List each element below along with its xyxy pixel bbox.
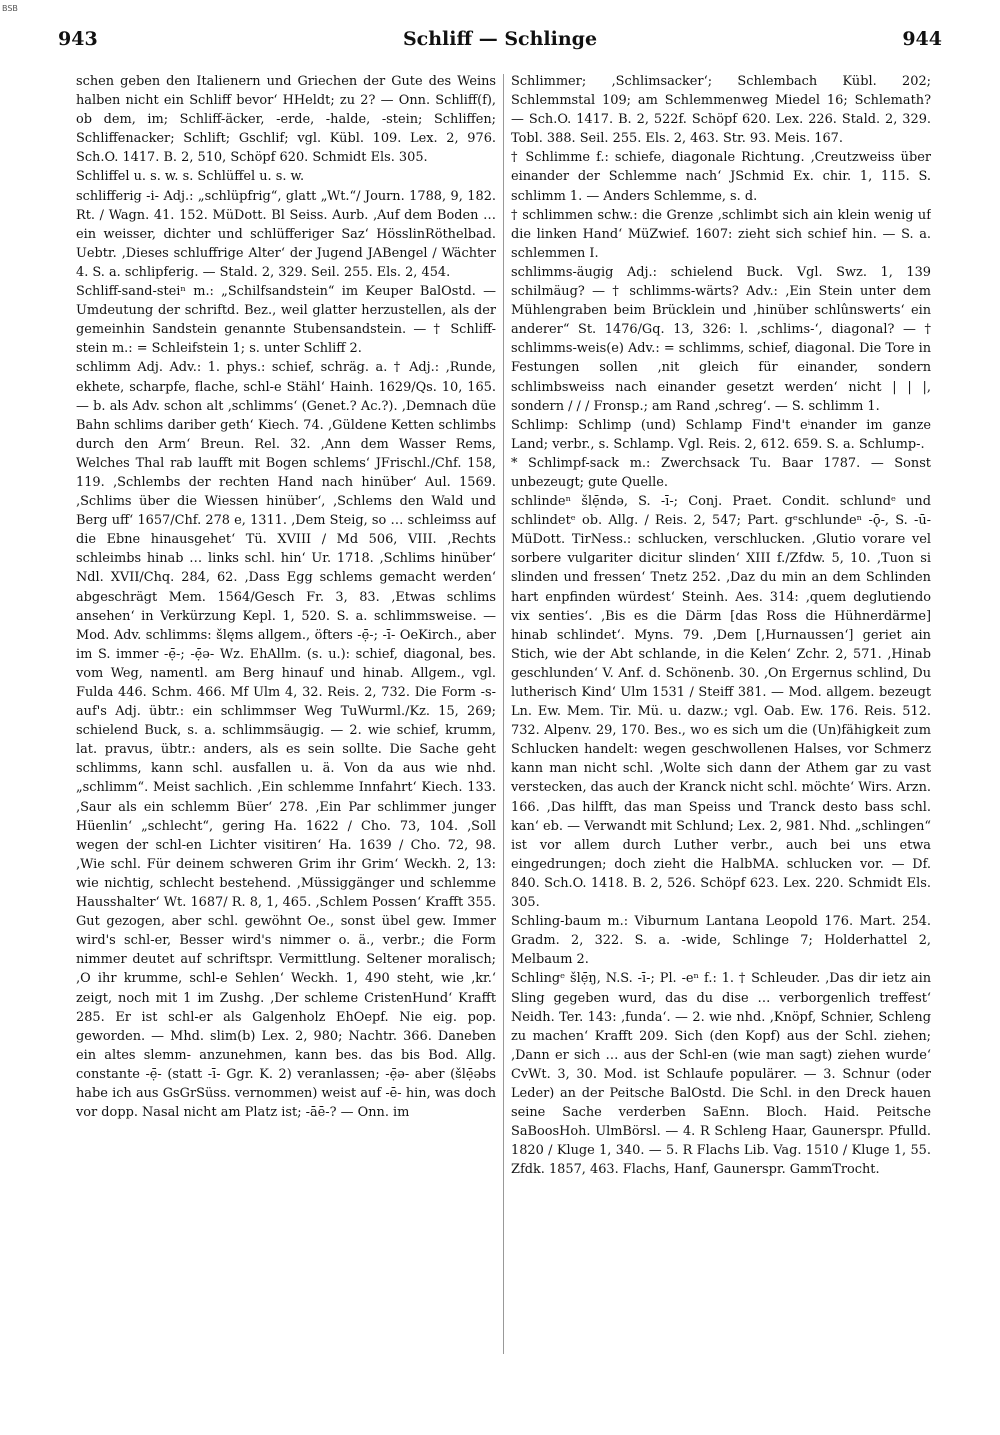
entry: Schliffel u. s. w. s. Schlüffel u. s. w.: [76, 169, 305, 185]
left-column: [76, 72, 496, 1427]
column-divider: [503, 74, 504, 1354]
entry: Schlimp: Schlimp (und) Schlamp Find't eⁱnander im ganze Land; verbr., s. Schlamp. Vgl. Reis. 2, 612. 659. S. a. Schlump-.: [511, 417, 931, 452]
entry: schlimms-äugig Adj.: schielend Buck. Vgl. Swz. 1, 139 schilmäug? — † schlimms-wärts? Adv.: ‚Ein Stein unter dem Mühlengraben beim Brücklein und ‚hinüber schlûnswerts‘ ein anderer“ St. 1476/Gq. 13, 326: l. ‚schlims-‘, diagonal? — † schlimms-weis(e) Adv.: = schlimms, schief, diagonal. Die Tore in Festungen sollen ‚nit gleich für einander, sondern schlimbsweiss nach einander gesetzt werden‘ nicht | | |, sondern / / / Fronsp.; am Rand ‚schreg‘. — S. schlimm 1.: [511, 264, 931, 414]
entry: Schlimmer; ‚Schlimsacker‘; Schlembach Kübl. 202; Schlemmstal 109; am Schlemmenweg Miedel 16; Schlemath? — Sch.O. 1417. B. 2, 522f. Schöpf 620. Lex. 226. Stald. 2, 329. Tobl. 388. Seil. 255. Els. 2, 463. Str. 93. Meis. 167.: [511, 74, 931, 147]
entry: † Schlimme f.: schiefe, diagonale Richtung. ‚Creutzweiss über einander der Schlemme nach‘ JSchmid Ex. chir. 1, 115. S. schlimm 1. — Anders Schlemme, s. d.: [511, 150, 931, 204]
entry: Schlingᵉ šlẹ̄ŋ, N.S. -ī-; Pl. -eⁿ f.: 1. † Schleuder. ‚Das dir ietz ain Sling gegeben wurd, das du dise … verborgenlich treffest‘ Neidh. Ter. 143: ‚funda‘. — 2. wie nhd. ‚Knöpf, Schnier, Schleng zu machen‘ Krafft 209. Sich (den Kopf) aus der Schl. ziehen; ‚Dann er sich … aus der Schl-en (wie man sagt) ziehen wurde‘ CvWt. 3, 30. Mod. ist Schlaufe populärer. — 3. Schnur (oder Leder) an der Peitsche BalOstd. Die Schl. in den Dreck hauen seine Sache verderben SaEnn. Bloch. Haid. Peitsche SaBoosHoh. UlmBörsl. — 4. R Schleng Haar, Gaunerspr. Pfulld. 1820 / Kluge 1, 340. — 5. R Flachs Lib. Vag. 1510 / Kluge 1, 55. Zfdk. 1857, 463. Flachs, Hanf, Gaunerspr. GammTrocht.: [511, 971, 931, 1178]
right-column: [511, 72, 931, 1427]
entry: Schliff-sand-steiⁿ m.: „Schilfsandstein“ im Keuper BalOstd. — Umdeutung der schriftd. Bez., weil glatter herzustellen, als der gemeinhin Sandstein genannte Stubensandstein. — † Schliff-stein m.: = Schleifstein 1; s. unter Schliff 2.: [76, 284, 496, 357]
entry: schen geben den Italienern und Griechen der Gute des Weins halben nicht ein Schliff bevor‘ HHeldt; zu 2? — Onn. Schliff(f), ob dem, im; Schliff-äcker, -erde, -halde, -stein; Schliffen; Schliffenacker; Schlift; Gschlif; vgl. Kübl. 109. Lex. 2, 976. Sch.O. 1417. B. 2, 510, Schöpf 620. Schmidt Els. 305.: [76, 74, 496, 166]
running-title: Schliff — Schlinge: [402, 28, 598, 50]
entry: * Schlimpf-sack m.: Zwerchsack Tu. Baar 1787. — Sonst unbezeugt; gute Quelle.: [511, 455, 931, 490]
entry: schlifferig -i- Adj.: „schlüpfrig“, glatt „Wt.“/ Journ. 1788, 9, 182. Rt. / Wagn. 41. 152. MüDott. Bl Seiss. Aurb. ‚Auf dem Boden … ein weisser, dichter und schlüfferiger Saz‘ HösslinRöthelbad. Uebtr. ‚Dieses schluffrige Alter‘ der Jugend JABengel / Wächter 4. S. a. schlipferig. — Stald. 2, 329. Seil. 255. Els. 2, 454.: [76, 188, 496, 280]
page-number-right: 944: [902, 28, 942, 50]
entry: schlimm Adj. Adv.: 1. phys.: schief, schräg. a. † Adj.: ‚Runde, ekhete, scharpfe, flache, schl-e Stähl‘ Hainh. 1629/Qs. 10, 165. — b. als Adv. schon alt ‚schlimms‘ (Genet.? Ac.?). ‚Demnach düe Bahn schlims dariber geth‘ Kiech. 74. ‚Güldene Ketten schlimbs durch den Arm‘ Breun. Rel. 32. ‚Ann dem Wasser Rems, Welches Thal rab laufft mit Bogen schlems‘ JFrischl./Chf. 158, 119. ‚Schlembs der rechten Hand nach hinüber‘ Aul. 1569. ‚Schlims über die Wiessen hinüber‘, ‚Schlems den Wald und Berg uff‘ 1657/Chf. 278 e, 1311. ‚Dem Steig, so … schleimss auf die Ebne hinausgehet‘ Tü. XVIII / Md 506, VIII. ‚Rechts schleimbs hinab … links schl. hin‘ Ur. 1718. ‚Schlims hinüber‘ Ndl. XVII/Chq. 284, 62. ‚Dass Egg schlems gemacht werden‘ abgeschrägt Mem. 1564/Gesch Fr. 3, 83. ‚Etwas schlims ansehen‘ in Verkürzung Kepl. 1, 520. S. a. schlimmsweise. — Mod. Adv. schlimms: šlęms allgem., öfters -ẹ̄-; -ī- OeKirch., aber im S. immer -ẹ̄-; -ẹ̄ə- Wz. EhAllm. (s. u.): schief, diagonal, bes. vom Weg, namentl. am Berg hinauf und hinab. Allgem., vgl. Fulda 446. Schm. 466. Mf Ulm 4, 32. Reis. 2, 732. Die Form -s- auf's Adj. übtr.: ein schlimmser Weg TuWurml./Kz. 15, 269; schielend Buck, s. a. schlimmsäugig. — 2. wie schief, krumm, lat. pravus, übtr.: anders, als es sein sollte. Die Sache geht schlimms, kann schl. ausfallen u. ä. Von da aus wie nhd. „schlimm“. Meist sachlich. ‚Ein schlemme Innfahrt‘ Kiech. 133. ‚Saur als ein schlemm Büer‘ 278. ‚Ein Par schlimmer junger Hüenlin‘ „schlecht“, gering Ha. 1622 / Cho. 73, 104. ‚Soll wegen der schl-en Lichter visitiren‘ Ha. 1639 / Cho. 72, 98. ‚Wie schl. Für deinem schweren Grim ihr Grim‘ Weckh. 2, 13: wie nichtig, schlecht bestehend. ‚Müssiggänger und schlemme Hausshalter‘ Wt. 1687/ R. 8, 1, 465. ‚Schlem Possen‘ Krafft 355. Gut gezogen, aber schl. gewöhnt Oe., sonst übel gew. Immer wird's schl-er, Besser wird's nimmer o. ä., verbr.; die Form nimmer deutet auf schriftspr. Vermittlung. Seltener moralisch; ‚O ihr krumme, schl-e Sehlen‘ Weckh. 1, 490 steht, wie ‚kr.‘ zeigt, noch mit 1 im Zushg. ‚Der schleme CristenHund‘ Krafft 285. Er ist schl-er als Galgenholz EhOepf. Nie eig. pop. geworden. — Mhd. slim(b) Lex. 2, 980; Nachtr. 366. Daneben ein altes slemm- anzunehmen, kann bes. das bis Bod. Allg. constante -ẹ̄- (statt -ī- Ggr. K. 2) veranlassen; -ẹ̄ə- aber (šlẹ̄əbs habe ich aus GsGrSüss. vernommen) weist auf -ē- hin, was doch vor dopp. Nasal nicht am Platz ist; -āē-? — Onn. im: [76, 360, 496, 1121]
entry: † schlimmen schw.: die Grenze ‚schlimbt sich ain klein wenig uf die linken Hand‘ MüZwief. 1607: zieht sich schief hin. — S. a. schlemmen I.: [511, 207, 931, 261]
library-stamp: BSB: [2, 4, 18, 13]
page-number-left: 943: [58, 28, 98, 50]
entry: Schling-baum m.: Viburnum Lantana Leopold 176. Mart. 254. Gradm. 2, 322. S. a. -wide, Schlinge 7; Holderhattel 2, Melbaum 2.: [511, 914, 931, 968]
page-header: [58, 22, 942, 58]
entry: schlindeⁿ šlẹ̄ndə, S. -ī-; Conj. Praet. Condit. schlundᵉ und schlindetᵉ ob. Allg. / Reis. 2, 547; Part. gᵉschlundeⁿ -ǭ-, S. -ū- MüDott. TirNess.: schlucken, verschlucken. ‚Glutio vorare vel sorbere vulgariter dicitur slinden‘ XIII f./Zfdw. 5, 10. ‚Tuon si slinden und fressen‘ Tnetz 252. ‚Daz du min an dem Schlinden hart enpfinden würdest‘ Steinh. Aes. 314: ‚quem deglutiendo vix senties‘. ‚Bis es die Därm [das Ross die Hühnerdärme] hinab schlindet‘. Myns. 79. ‚Dem [‚Hurnaussen‘] geriet ain Stich, wie der Abt schlande, in die Kelen‘ Zchr. 2, 571. ‚Hinab geschlunden‘ V. Anf. d. Schönenb. 30. ‚On Ergernus schlind, Du lutherisch Kind‘ Ulm 1531 / Steiff 381. — Mod. allgem. bezeugt Ln. Ew. Mem. Tir. Mü. u. dazw.; vgl. Oab. Ew. 176. Reis. 512. 732. Alpenv. 29, 170. Bes., wo es sich um die (Un)fähigkeit zum Schlucken handelt: wegen geschwollenen Halses, vor Schmerz kann man nicht schl. ‚Wolte sich dann der Athem gar zu vast verstecken, das auch der Kranck nicht schl. möchte‘ Wirs. Arzn. 166. ‚Das hilfft, das man Speiss und Tranck desto bass schl. kan‘ eb. — Verwandt mit Schlund; Lex. 2, 981. Nhd. „schlingen“ ist vor allem durch Luther verbr., auch bei uns etwa eingedrungen; doch zieht die HalbMA. schlucken vor. — Df. 840. Sch.O. 1418. B. 2, 526. Schöpf 623. Lex. 220. Schmidt Els. 305.: [511, 494, 931, 911]
